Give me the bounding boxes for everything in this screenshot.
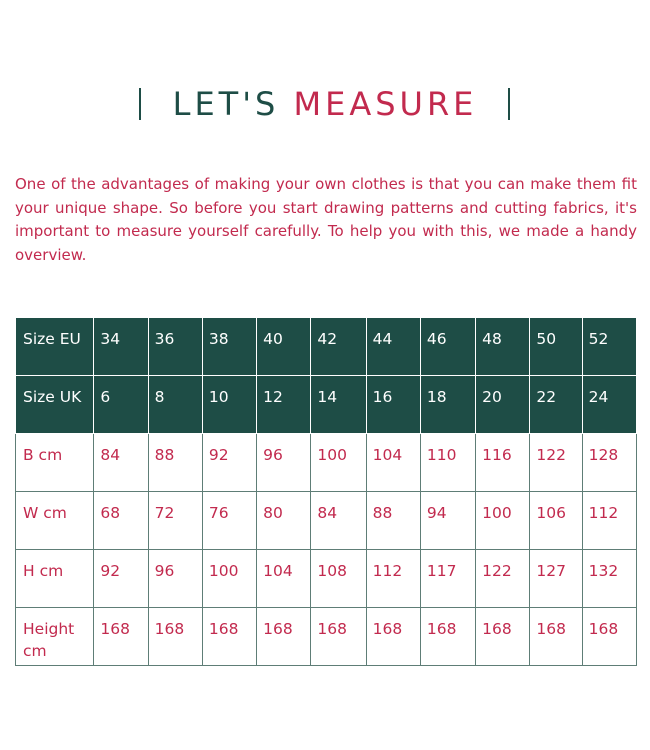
table-cell: 122 bbox=[476, 550, 530, 608]
table-cell: 38 bbox=[202, 318, 256, 376]
table-cell: 12 bbox=[257, 376, 311, 434]
table-cell: 112 bbox=[366, 550, 420, 608]
table-cell: 22 bbox=[530, 376, 582, 434]
table-cell: 168 bbox=[148, 608, 202, 666]
table-cell: 168 bbox=[257, 608, 311, 666]
table-cell: 34 bbox=[94, 318, 148, 376]
table-cell: 132 bbox=[582, 550, 636, 608]
table-cell: 168 bbox=[530, 608, 582, 666]
table-cell: 127 bbox=[530, 550, 582, 608]
title-divider-right bbox=[508, 88, 510, 120]
table-cell: 117 bbox=[420, 550, 475, 608]
table-cell: 108 bbox=[311, 550, 366, 608]
table-cell: 168 bbox=[366, 608, 420, 666]
table-cell: 94 bbox=[420, 492, 475, 550]
table-cell: 168 bbox=[420, 608, 475, 666]
title-part-measure: MEASURE bbox=[293, 85, 478, 123]
table-cell: 10 bbox=[202, 376, 256, 434]
table-cell: 110 bbox=[420, 434, 475, 492]
table-cell: 14 bbox=[311, 376, 366, 434]
table-cell: 100 bbox=[476, 492, 530, 550]
row-label: W cm bbox=[16, 492, 94, 550]
table-cell: 46 bbox=[420, 318, 475, 376]
table-cell: 96 bbox=[148, 550, 202, 608]
table-cell: 116 bbox=[476, 434, 530, 492]
table-cell: 52 bbox=[582, 318, 636, 376]
table-cell: 6 bbox=[94, 376, 148, 434]
row-label: Size EU bbox=[16, 318, 94, 376]
table-cell: 168 bbox=[311, 608, 366, 666]
table-cell: 96 bbox=[257, 434, 311, 492]
table-cell: 68 bbox=[94, 492, 148, 550]
table-cell: 168 bbox=[476, 608, 530, 666]
size-chart-table bbox=[15, 317, 637, 666]
table-cell: 18 bbox=[420, 376, 475, 434]
table-cell: 42 bbox=[311, 318, 366, 376]
table-cell: 168 bbox=[94, 608, 148, 666]
table-cell: 36 bbox=[148, 318, 202, 376]
measurement-row bbox=[16, 550, 637, 608]
header-row bbox=[16, 318, 637, 376]
table-cell: 44 bbox=[366, 318, 420, 376]
table-cell: 24 bbox=[582, 376, 636, 434]
table-cell: 104 bbox=[366, 434, 420, 492]
table-cell: 100 bbox=[202, 550, 256, 608]
table-cell: 84 bbox=[94, 434, 148, 492]
table-cell: 106 bbox=[530, 492, 582, 550]
table-cell: 88 bbox=[366, 492, 420, 550]
table-cell: 16 bbox=[366, 376, 420, 434]
table-cell: 76 bbox=[202, 492, 256, 550]
table-cell: 72 bbox=[148, 492, 202, 550]
measurement-row bbox=[16, 492, 637, 550]
row-label: B cm bbox=[16, 434, 94, 492]
intro-paragraph: One of the advantages of making your own clothes is that you can make them fit your unique shape. So before you start drawing patterns and cutting fabrics, it's important to measure yourself carefully. To help you with this, we made a handy overview. bbox=[15, 175, 637, 264]
table-cell: 168 bbox=[582, 608, 636, 666]
table-cell: 88 bbox=[148, 434, 202, 492]
row-label: Size UK bbox=[16, 376, 94, 434]
measurement-row bbox=[16, 434, 637, 492]
table-cell: 84 bbox=[311, 492, 366, 550]
table-cell: 48 bbox=[476, 318, 530, 376]
table-cell: 100 bbox=[311, 434, 366, 492]
row-label: Height cm bbox=[16, 608, 94, 666]
page-title bbox=[0, 82, 650, 126]
title-block bbox=[0, 82, 650, 126]
table-cell: 50 bbox=[530, 318, 582, 376]
table-cell: 128 bbox=[582, 434, 636, 492]
table-cell: 8 bbox=[148, 376, 202, 434]
table-cell: 80 bbox=[257, 492, 311, 550]
title-part-lets: LET'S bbox=[172, 85, 294, 123]
measurement-row bbox=[16, 608, 637, 666]
table-cell: 112 bbox=[582, 492, 636, 550]
table-cell: 122 bbox=[530, 434, 582, 492]
table-cell: 92 bbox=[94, 550, 148, 608]
table-cell: 40 bbox=[257, 318, 311, 376]
table-cell: 104 bbox=[257, 550, 311, 608]
header-row bbox=[16, 376, 637, 434]
table-cell: 92 bbox=[202, 434, 256, 492]
row-label: H cm bbox=[16, 550, 94, 608]
table-cell: 168 bbox=[202, 608, 256, 666]
table-cell: 20 bbox=[476, 376, 530, 434]
